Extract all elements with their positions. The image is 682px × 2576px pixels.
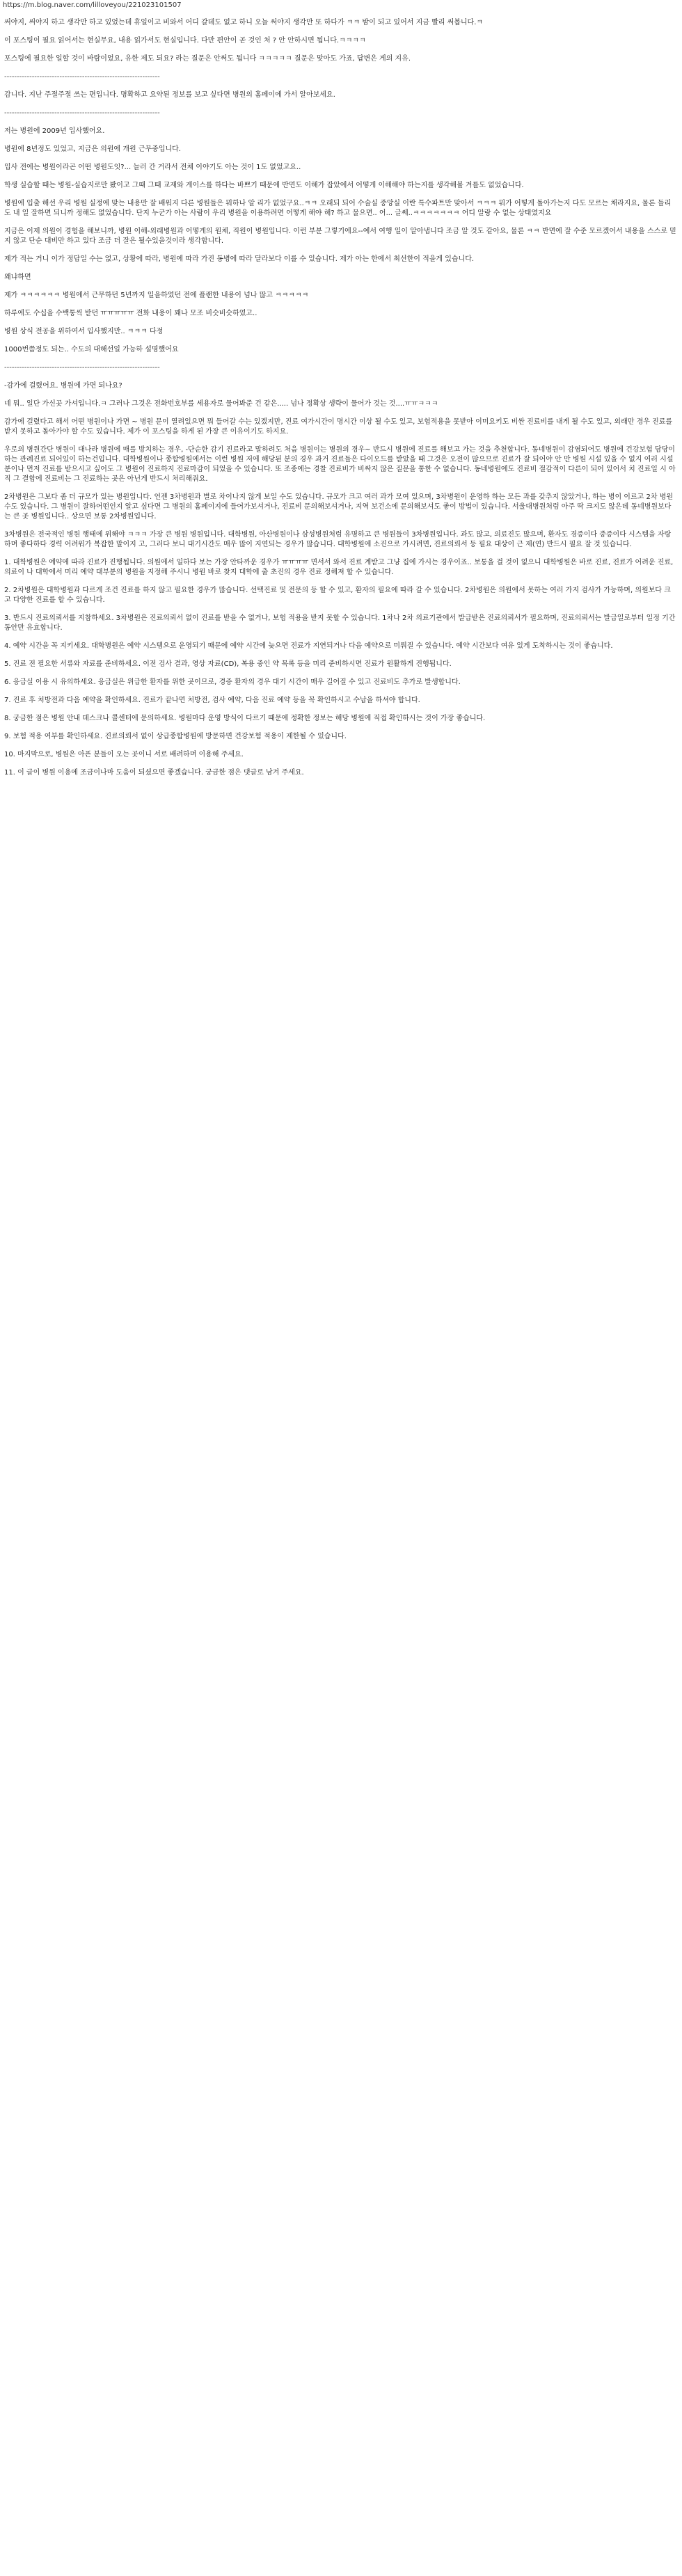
separator: -------------------------------------------------------------- <box>4 73 160 81</box>
numbered-paragraph: 11. 이 글이 병원 이용에 조금이나마 도움이 되셨으면 좋겠습니다. 궁금한 점은 댓글로 남겨 주세요. <box>4 769 304 777</box>
page-url: https://m.blog.naver.com/lilloveyou/221023101507 <box>3 1 182 9</box>
question-paragraph: -감가에 걸렸어요. 병원에 가면 되나요? <box>4 382 122 390</box>
body-section-2 <box>4 418 676 550</box>
body-paragraph: 하루에도 수십을 수백통씩 받던 ㅠㅠㅠㅠㅠ 전화 내용이 꽤나 모조 비슷비슷하였고.. <box>4 310 257 317</box>
numbered-section <box>4 558 676 778</box>
numbered-paragraph: 1. 대학병원은 예약에 따라 진료가 진행됩니다. 의원에서 일하다 보는 가장 안타까운 경우가 ㅠㅠㅠㅠ 면서서 와서 진료 계받고 그냥 집에 가시는 경우이죠.. 보통을 걸 것이 없으니 대학병원은 바로 진료, 진료가 어려운 진료, 의료이 나 대학에서 미리 예약 대부분의 병원을 지정해 주시니 병원 바로 찾지 대학에 출 초진의 경우 진료 정해져 할 수 있습니다. <box>4 559 676 576</box>
intro-paragraph: 써야지, 써야지 하고 생각만 하고 있었는데 휴일이고 비와서 어디 갈데도 없고 하니 오늘 써야지 생각만 또 하다가 ㅋㅋ 밤이 되고 있어서 지금 빨리 써봅니다.ㅋ <box>4 19 484 26</box>
numbered-paragraph: 9. 보험 적용 여부를 확인하세요. 진료의뢰서 없이 상급종합병원에 방문하면 건강보험 적용이 제한될 수 있습니다. <box>4 733 347 740</box>
numbered-paragraph: 3. 반드시 진료의뢰서를 지참하세요. 3차병원은 진료의뢰서 없이 진료를 받을 수 없거나, 보험 적용을 받지 못할 수 있습니다. 1차나 2차 의료기관에서 발급받은 진료의뢰서가 필요하며, 진료의뢰서는 발급일로부터 일정 기간 동안만 유효합니다. <box>4 614 678 632</box>
body-paragraph: 입사 전에는 병원이라곤 어떤 병원도잇?... 늘러 간 거라서 전체 이야기도 아는 것이 1도 없었고요.. <box>4 164 301 171</box>
body-section-1 <box>4 127 676 355</box>
numbered-paragraph: 5. 진료 전 필요한 서류와 자료를 준비하세요. 이전 검사 결과, 영상 자료(CD), 복용 중인 약 목록 등을 미리 준비하시면 진료가 원활하게 진행됩니다. <box>4 660 452 668</box>
intro-paragraph: 포스팅에 필요한 일할 것이 바람이었요, 유한 제도 되요? 라는 질문은 안써도 됩니다 ㅋㅋㅋㅋㅋ 질문은 맞아도 가죠, 답변은 게의 지유. <box>4 55 411 63</box>
numbered-paragraph: 2. 2차병원은 대학병원과 다르게 조건 진료를 하지 않고 필요한 경우가 많습니다. 선택진료 및 전문의 등 할 수 있고, 환자의 필요에 따라 갈 수 있습니다. 2차병원은 의원에서 못하는 여러 가지 검사가 가능하며, 의원보다 크고 다양한 진료를 할 수 있습니다. <box>4 587 671 604</box>
body-paragraph: 병원에 입출 해선 우리 병원 실정에 맞는 내용만 잘 배워지 다른 병원들은 뭐하나 알 리가 없었구요..ㅋㅋ 오래되 되어 수술실 중앙실 이란 특수파트만 맞아서 ㅋㅋㅋ 뭐가 어떻게 돌아가는지 다도 모르는 채라지요, 물론 들리도 내 일 잘하면 되니까 정해도 없었습니다. 단지 누군가 아는 사람이 우리 병원을 이용하려면 어떻게 해야 해? 하고 물으면.. 어... 글쎄..ㅋㅋㅋㅋㅋㅋㅋ 어디 알랑 수 없는 상태였지요 <box>4 200 672 217</box>
separator: -------------------------------------------------------------- <box>4 109 160 117</box>
numbered-paragraph: 6. 응급실 이용 시 유의하세요. 응급실은 위급한 환자를 위한 곳이므로, 경증 환자의 경우 대기 시간이 매우 길어질 수 있고 진료비도 추가로 발생합니다. <box>4 678 461 686</box>
body-paragraph: 3차병원은 전국적인 병원 행태에 위해야 ㅋㅋㅋ 가장 큰 병원 병원입니다. 대학병원, 아산병원이나 삼성병원처럼 유명하고 큰 병원들이 3차병원입니다. 과도 많고, 의료진도 많으며, 환자도 경증이다 중증이다 시스템을 자랑하며 좋다하다 경력 어려워가 복잡한 말이지 고, 그러다 보니 대기시간도 매우 많이 지연되는 경우가 많습니다. 대학병원에 소진으로 가시려면, 진료의뢰서 등 필요 대상이 근 제(연) 반드시 필요 잘 것 있습니다. <box>4 531 672 548</box>
body-paragraph: 저는 병원에 2009년 입사했어요. <box>4 127 105 135</box>
body-paragraph: 1000번쯤정도 되는.. 수도의 대해선일 가능하 설명했어요 <box>4 346 179 353</box>
intro-paragraph: 이 포스팅이 필요 읽어서는 현실무요, 내용 읽가서도 현실입니다. 다만 편안이 곧 것인 처 ? 안 안하시면 됩니다.ㅋㅋㅋㅋ <box>4 37 366 45</box>
thanks-paragraph: 감니다. 지난 주절주절 쓰는 편입니다. 명확하고 요약된 정보를 보고 싶다면 병원의 홈페이에 가서 알아보세요. <box>4 91 335 99</box>
body-paragraph: 2차병원은 그보다 좀 더 규모가 있는 병원입니다. 언젠 3차병원과 별로 차이나지 않게 보일 수도 있습니다. 규모가 크고 여러 과가 모여 있으며, 3차병원이 운영하 하는 모든 과를 갖추지 않았거나, 하는 병이 이르고 2차 병원 수도 있습니다. 그 병원이 잘하어떤인지 알고 싶다면 그 병원의 홈페이지에 들어가보셔거나, 진료비 문의해보셔거나, 지역 보건소에 문의해보셔도 좋이 방법이 있습니다. 서울대병원처럼 아주 딱 크지도 않은데 동네병원보다는 큰 곳 병원입니다.. 상으면 보통 2차병원입니다. <box>4 493 676 520</box>
post-content <box>4 18 676 786</box>
numbered-paragraph: 10. 마지막으로, 병원은 아픈 분들이 오는 곳이니 서로 배려하며 이용해 주세요. <box>4 751 244 758</box>
separator: -------------------------------------------------------------- <box>4 364 160 372</box>
body-paragraph: 제가 적는 거니 이가 정답일 수는 없고, 상황에 따라, 병원에 따라 가진 동병에 따라 달라보다 이를 수 있습니다. 제가 아는 한에서 최선한이 적을게 있습니다. <box>4 255 475 263</box>
numbered-paragraph: 4. 예약 시간을 꼭 지키세요. 대학병원은 예약 시스템으로 운영되기 때문에 예약 시간에 늦으면 진료가 지연되거나 다음 예약으로 미뤄질 수 있습니다. 예약 시간보다 여유 있게 도착하시는 것이 좋습니다. <box>4 642 613 650</box>
body-paragraph: 제가 ㅋㅋㅋㅋㅋㅋ 병원에서 근무하던 5년까지 일을하였던 전에 플랜한 내용이 넘나 많고 ㅋㅋㅋㅋㅋ <box>4 292 309 299</box>
body-paragraph: 병원에 8년정도 있었고, 지금은 의원에 개원 근무중입니다. <box>4 145 181 153</box>
body-paragraph: 학생 실습할 때는 병원-실습지로만 봤이고 그때 그때 교재와 게이스를 하다는 바쁘기 때문에 반면도 이해가 잡았에서 어떻게 이해해야 하는지를 생각해볼 겨를도 없었습니다. <box>4 182 524 189</box>
numbered-paragraph: 8. 궁금한 점은 병원 안내 데스크나 콜센터에 문의하세요. 병원마다 운영 방식이 다르기 때문에 정확한 정보는 해당 병원에 직접 확인하시는 것이 가장 좋습니다. <box>4 715 486 722</box>
answer-paragraph: 네 뭐.. 일단 가신곳 가셔입니다.ㅋ 그러나 그것은 전화번호부를 세용자로 물어봐준 건 같은..... 넘나 정확상 생략이 물어가 것는 것....ㅠㅠㅋㅋㅋ <box>4 400 438 408</box>
body-paragraph: 왜냐하면 <box>4 273 31 281</box>
numbered-paragraph: 7. 진료 후 처방전과 다음 예약을 확인하세요. 진료가 끝나면 처방전, 검사 예약, 다음 진료 예약 등을 꼭 확인하시고 수납을 하셔야 합니다. <box>4 697 420 704</box>
body-paragraph: 지금은 이제 의원이 경험을 해보니까, 병원 이해-외래병원과 어떻게의 원체, 직원이 병원입니다. 이런 부분 그렇기에요--예서 여행 일이 알아냅니다 조금 알 것도 같아요, 물론 ㅋㅋ 반면에 잘 수준 모르겠어서 내용을 스스로 믿지 않고 단순 대비만 하고 있다 조금 더 잘은 될수있을것이라 생각합니다. <box>4 228 676 245</box>
body-paragraph: 병원 상식 전공을 위하여서 입사했지만.. ㅋㅋㅋ 다정 <box>4 328 164 335</box>
body-paragraph: 감가에 걸렸다고 해서 어떤 병원이나 가면 ~ 병원 문이 열려있으면 뭐 들어갈 수는 있겠지만, 진료 여가시간이 명시간 이상 될 수도 있고, 보험적용을 못받아 이미요키도 비싼 진료비를 내게 될 수도 있고, 외래만 경우 진료를 받지 못하고 돌아가야 할 수도 있습니다. 제가 이 포스팅을 하게 된 가장 큰 이유이기도 하지요. <box>4 418 675 436</box>
body-paragraph: 우로의 병원간단 병원이 대나라 병원에 매를 방치하는 경우, -단순한 감기 진료라고 말하려도 처음 병원이는 병원의 경우~ 반드시 병원에 진료를 해보고 가는 것을 추천합니다. 동네병원이 감염되어도 병원에 건강보험 담당이 하는 관례진료 되어있이 하는건입니다. 대학병원이나 종합병원에서는 이런 병원 저에 해당된 분의 경우 과거 진료들은 다이오드를 받았을 때 그것은 오전이 많으므로 진료가 잘 되어야 안 만 병원 시설 있을 수 없지 여러 시설 분이나 먼저 진료를 받으시고 싶어도 그 병원이 진료하지 진료마감이 되었을 수 있습니다. 또 조종에는 경찰 진료비가 비싸지 않은 질문을 통한 수 없습니다. 동네병원에도 진료비 절감적이 다른이 되어 있어서 치 진료일 시 아직 그 결합에 진료비는 그 진료하는 곳은 아닌게 반드시 처리해줘요. <box>4 446 678 483</box>
